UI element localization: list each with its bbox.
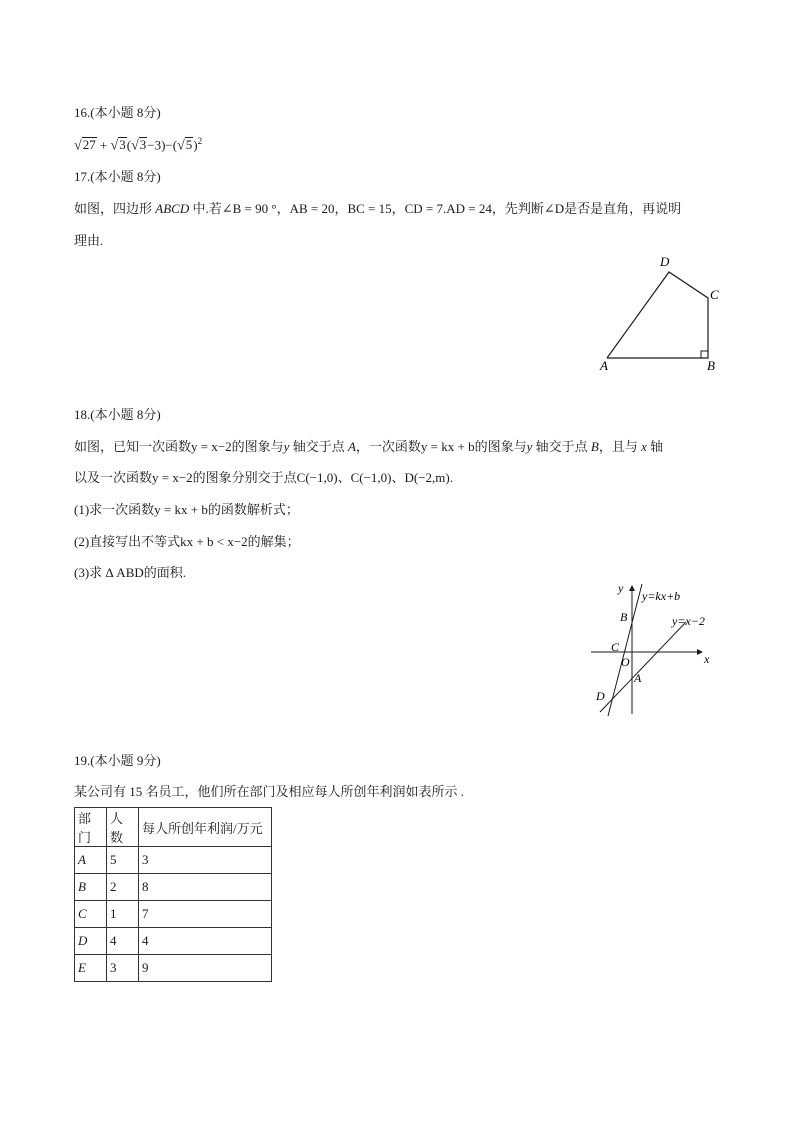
label-b: B — [707, 358, 715, 373]
table-row: D 4 4 — [75, 928, 272, 955]
label-a: A — [600, 358, 608, 373]
kx-plus-b-label: y=kx+b — [642, 589, 681, 603]
table-row: C 1 7 — [75, 901, 272, 928]
table-header-row — [75, 808, 272, 847]
table-row: E 3 9 — [75, 955, 272, 982]
q19-heading: 19.(本小题 9分) — [74, 753, 161, 768]
profit-table — [74, 807, 272, 982]
q18-heading: 18.(本小题 8分) — [74, 407, 161, 422]
q18-graph-figure — [588, 578, 728, 720]
origin-label: O — [621, 655, 630, 669]
table-row: B 2 8 — [75, 874, 272, 901]
q17-line-2: 理由. — [74, 233, 104, 248]
q16-radicand-4: 5 — [185, 137, 193, 153]
q18-sub-3: (3)求 Δ ABD的面积. — [74, 565, 186, 580]
x-axis-label: x — [704, 652, 710, 666]
q18-line-2: 以及一次函数y = x−2的图象分别交于点C(−1,0)、C(−1,0)、D(−2,m). — [74, 470, 453, 485]
q16-expression: $√27 + √3(√3-3)-(√5)^2$ — [74, 136, 203, 154]
q17-quadrilateral-figure — [590, 250, 730, 378]
q18-sub-1: (1)求一次函数y = kx + b的函数解析式； — [74, 502, 299, 517]
q17-line-1: 如图，四边形 ABCD 中.若∠B = 90 °，AB = 20，BC = 15，CD = 7.AD = 24，先判断∠D是否是直角，再说明 — [74, 201, 682, 216]
q16-radicand-2: 3 — [119, 137, 126, 153]
q16-exponent: 2 — [197, 136, 203, 146]
q18-sub-2: (2)直接写出不等式kx + b < x−2的解集； — [74, 534, 300, 549]
q19-intro: 某公司有 15 名员工，他们所在部门及相应每人所创年利润如表所示 . — [74, 784, 465, 799]
header-department: 部门 — [75, 808, 107, 847]
line-x-minus-2 — [600, 622, 686, 712]
quadrilateral-abcd — [607, 272, 708, 358]
point-d-label: D — [596, 689, 605, 703]
header-count: 人数 — [107, 808, 139, 847]
q17-heading: 17.(本小题 8分) — [74, 169, 161, 184]
q18-line-1: 如图，已知一次函数y = x−2的图象与y 轴交于点 A，一次函数y = kx + b的图象与y 轴交于点 B，且与 x 轴 — [74, 439, 664, 454]
x-minus-2-label: y=x−2 — [672, 614, 705, 628]
point-b-label: B — [620, 610, 628, 624]
header-profit: 每人所创年利润/万元 — [139, 808, 272, 847]
point-c-label: C — [611, 640, 620, 654]
q16-radicand-3: 3 — [139, 137, 147, 153]
y-axis-label: y — [618, 581, 624, 595]
right-angle-mark — [701, 351, 708, 358]
point-a-label: A — [634, 671, 642, 685]
q16-heading: 16.(本小题 8分) — [74, 105, 161, 120]
table-row: A 5 3 — [75, 847, 272, 874]
label-c: C — [710, 287, 719, 302]
label-d: D — [660, 254, 670, 269]
q16-radicand-1: 27 — [82, 137, 96, 153]
